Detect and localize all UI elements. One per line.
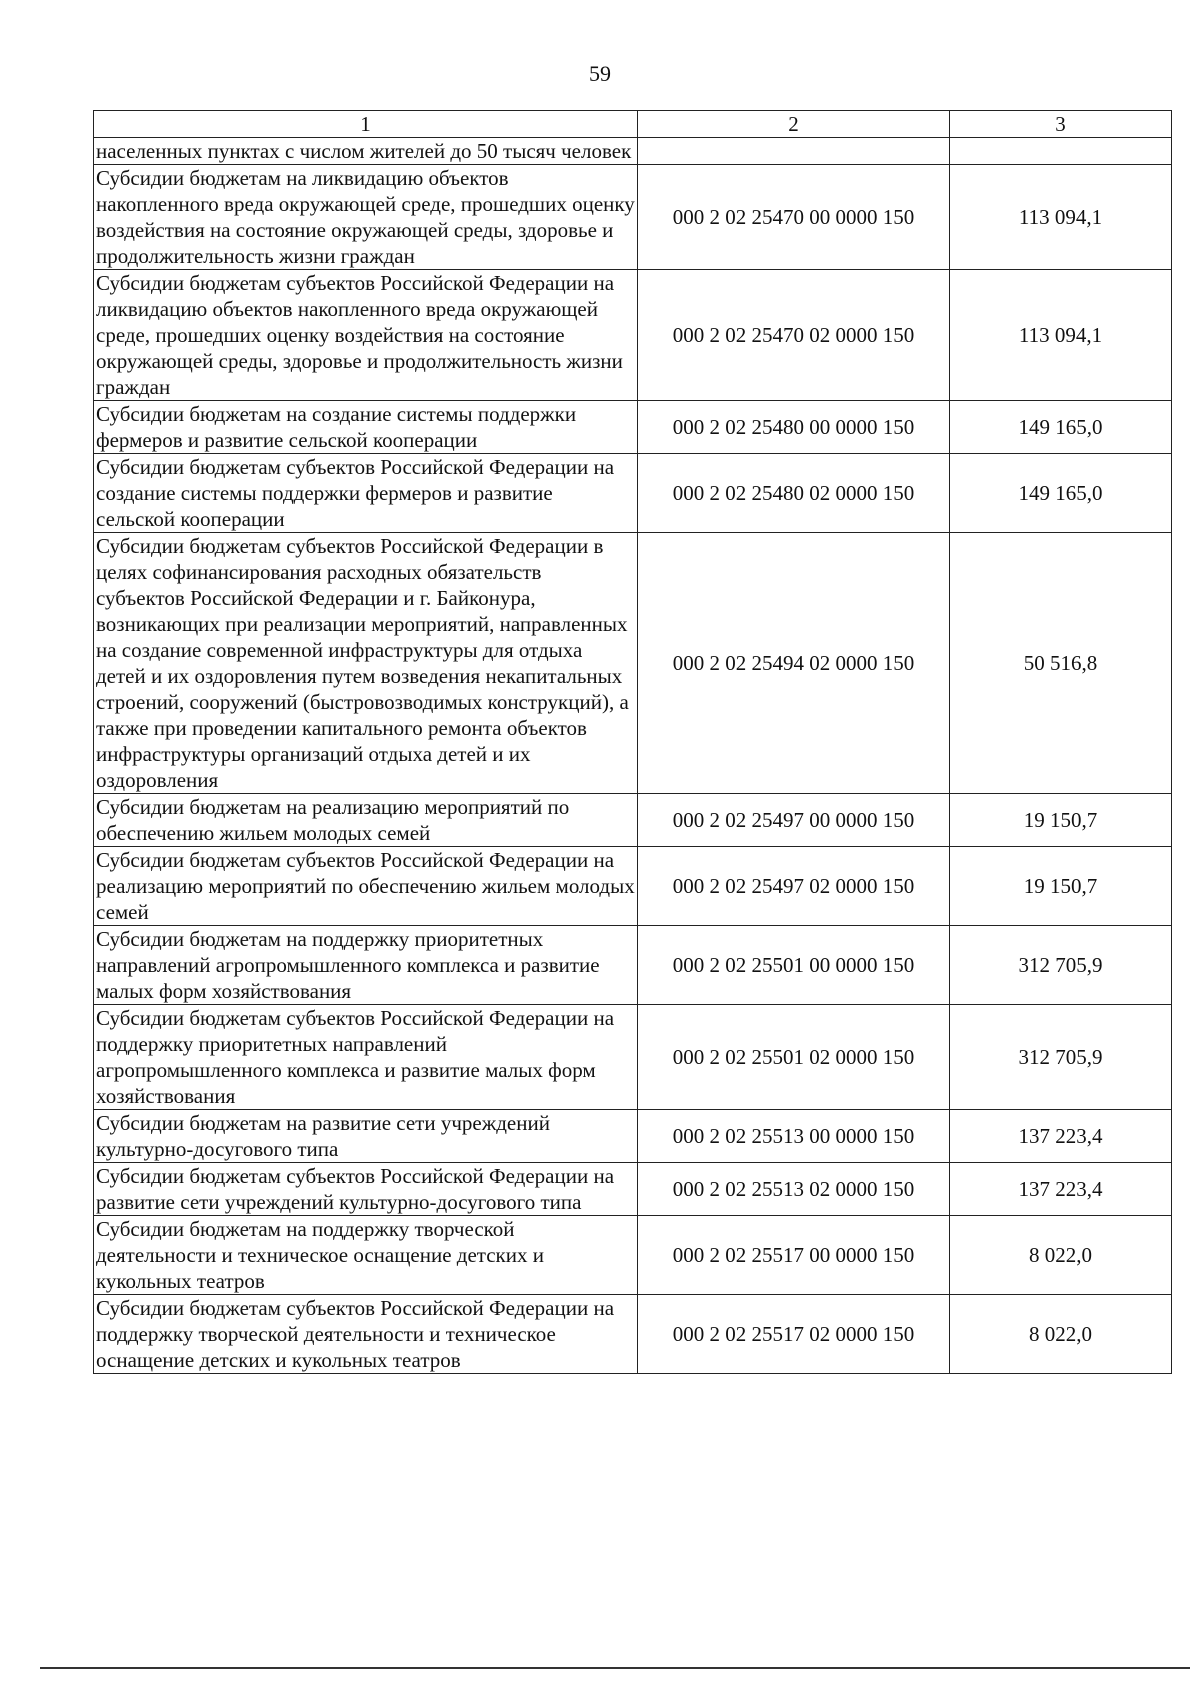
- code-cell: 000 2 02 25501 00 0000 150: [638, 926, 950, 1005]
- code-cell: 000 2 02 25497 02 0000 150: [638, 847, 950, 926]
- code-cell: 000 2 02 25513 00 0000 150: [638, 1110, 950, 1163]
- table-row: [94, 165, 1172, 270]
- description-cell: Субсидии бюджетам на поддержку приоритетных направлений агропромышленного комплекса и развитие малых форм хозяйствования: [94, 926, 638, 1005]
- table-row: [94, 926, 1172, 1005]
- amount-cell: 149 165,0: [950, 401, 1172, 454]
- description-cell: Субсидии бюджетам на реализацию мероприятий по обеспечению жильем молодых семей: [94, 794, 638, 847]
- description-cell: Субсидии бюджетам субъектов Российской Федерации на создание системы поддержки фермеров и развитие сельской кооперации: [94, 454, 638, 533]
- table-row: [94, 847, 1172, 926]
- code-cell: 000 2 02 25470 00 0000 150: [638, 165, 950, 270]
- amount-cell: 312 705,9: [950, 1005, 1172, 1110]
- amount-cell: 19 150,7: [950, 794, 1172, 847]
- table-row: [94, 270, 1172, 401]
- code-cell: 000 2 02 25501 02 0000 150: [638, 1005, 950, 1110]
- table-row: [94, 138, 1172, 165]
- amount-cell: 19 150,7: [950, 847, 1172, 926]
- description-cell: Субсидии бюджетам на создание системы поддержки фермеров и развитие сельской кооперации: [94, 401, 638, 454]
- table-row: [94, 401, 1172, 454]
- table-row: [94, 1295, 1172, 1374]
- amount-cell: 137 223,4: [950, 1163, 1172, 1216]
- description-cell: Субсидии бюджетам субъектов Российской Федерации на поддержку приоритетных направлений агропромышленного комплекса и развитие малых форм хозяйствования: [94, 1005, 638, 1110]
- description-cell: Субсидии бюджетам на поддержку творческой деятельности и техническое оснащение детских и кукольных театров: [94, 1216, 638, 1295]
- table-row: [94, 1005, 1172, 1110]
- code-cell: 000 2 02 25480 02 0000 150: [638, 454, 950, 533]
- amount-cell: 113 094,1: [950, 165, 1172, 270]
- code-cell: 000 2 02 25480 00 0000 150: [638, 401, 950, 454]
- budget-table: [93, 110, 1172, 1374]
- description-cell: населенных пунктах с числом жителей до 50 тысяч человек: [94, 138, 638, 165]
- column-header-1: 1: [94, 111, 638, 138]
- code-cell: 000 2 02 25470 02 0000 150: [638, 270, 950, 401]
- amount-cell: 113 094,1: [950, 270, 1172, 401]
- amount-cell: 149 165,0: [950, 454, 1172, 533]
- description-cell: Субсидии бюджетам субъектов Российской Федерации на развитие сети учреждений культурно-досугового типа: [94, 1163, 638, 1216]
- code-cell: 000 2 02 25517 02 0000 150: [638, 1295, 950, 1374]
- description-cell: Субсидии бюджетам на ликвидацию объектов накопленного вреда окружающей среде, прошедших оценку воздействия на состояние окружающей среды, здоровье и продолжительность жизни граждан: [94, 165, 638, 270]
- description-cell: Субсидии бюджетам субъектов Российской Федерации на поддержку творческой деятельности и техническое оснащение детских и кукольных театров: [94, 1295, 638, 1374]
- amount-cell: [950, 138, 1172, 165]
- code-cell: 000 2 02 25513 02 0000 150: [638, 1163, 950, 1216]
- bottom-divider: [40, 1667, 1190, 1669]
- column-header-3: 3: [950, 111, 1172, 138]
- table-row: [94, 1163, 1172, 1216]
- column-header-2: 2: [638, 111, 950, 138]
- amount-cell: 312 705,9: [950, 926, 1172, 1005]
- table-row: [94, 454, 1172, 533]
- description-cell: Субсидии бюджетам субъектов Российской Федерации на ликвидацию объектов накопленного вреда окружающей среде, прошедших оценку воздействия на состояние окружающей среды, здоровье и продолжительность жизни граждан: [94, 270, 638, 401]
- table-row: [94, 533, 1172, 794]
- code-cell: [638, 138, 950, 165]
- code-cell: 000 2 02 25494 02 0000 150: [638, 533, 950, 794]
- header-row: [94, 111, 1172, 138]
- amount-cell: 50 516,8: [950, 533, 1172, 794]
- amount-cell: 8 022,0: [950, 1295, 1172, 1374]
- description-cell: Субсидии бюджетам субъектов Российской Федерации на реализацию мероприятий по обеспечению жильем молодых семей: [94, 847, 638, 926]
- table-body: [94, 138, 1172, 1374]
- code-cell: 000 2 02 25497 00 0000 150: [638, 794, 950, 847]
- amount-cell: 137 223,4: [950, 1110, 1172, 1163]
- table-row: [94, 794, 1172, 847]
- amount-cell: 8 022,0: [950, 1216, 1172, 1295]
- table-row: [94, 1216, 1172, 1295]
- description-cell: Субсидии бюджетам на развитие сети учреждений культурно-досугового типа: [94, 1110, 638, 1163]
- table-header: [94, 111, 1172, 138]
- table-row: [94, 1110, 1172, 1163]
- code-cell: 000 2 02 25517 00 0000 150: [638, 1216, 950, 1295]
- description-cell: Субсидии бюджетам субъектов Российской Федерации в целях софинансирования расходных обязательств субъектов Российской Федерации и г. Байконура, возникающих при реализации мероприятий, направленных на создание современной инфраструктуры для отдыха детей и их оздоровления путем возведения некапитальных строений, сооружений (быстровозводимых конструкций), а также при проведении капитального ремонта объектов инфраструктуры организаций отдыха детей и их оздоровления: [94, 533, 638, 794]
- page-number: 59: [589, 61, 611, 86]
